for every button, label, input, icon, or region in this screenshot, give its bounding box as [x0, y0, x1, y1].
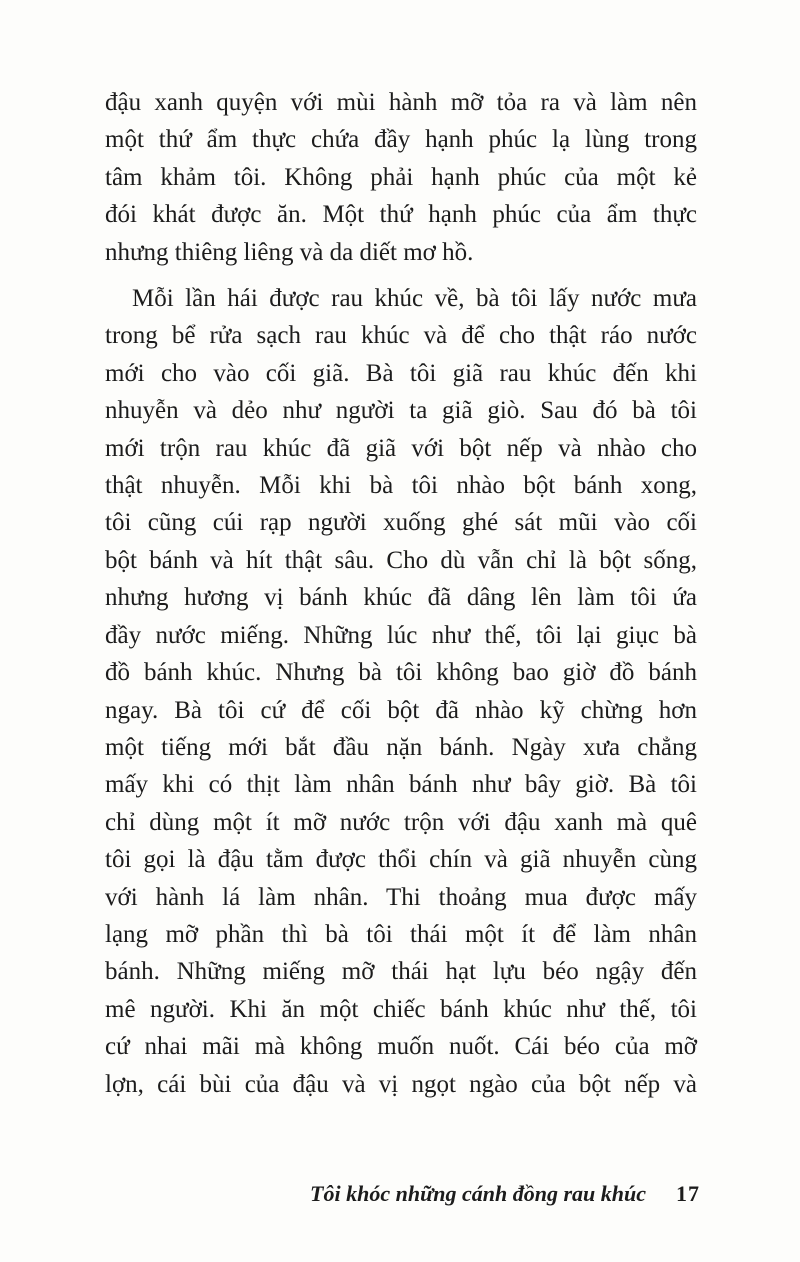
text-line: cứ nhai mãi mà không muốn nuốt. Cái béo của mỡ: [105, 1033, 697, 1061]
text-line: đầy nước miếng. Những lúc như thế, tôi lại giục bà: [105, 621, 697, 649]
text-line: thật nhuyễn. Mỗi khi bà tôi nhào bột bánh xong,: [105, 472, 697, 500]
text-line: nhưng hương vị bánh khúc đã dâng lên làm tôi ứa: [105, 584, 697, 612]
text-line: mê người. Khi ăn một chiếc bánh khúc như thế, tôi: [105, 995, 697, 1023]
text-line: với hành lá làm nhân. Thi thoảng mua được mấy: [105, 883, 697, 911]
text-line: bánh. Những miếng mỡ thái hạt lựu béo ngậy đến: [105, 958, 697, 986]
text-line: chỉ dùng một ít mỡ nước trộn với đậu xanh mà quê: [105, 808, 697, 836]
text-line: đồ bánh khúc. Nhưng bà tôi không bao giờ đồ bánh: [105, 659, 697, 687]
text-block: [105, 84, 697, 1103]
text-line: tâm khảm tôi. Không phải hạnh phúc của một kẻ: [105, 163, 697, 191]
text-line: lạng mỡ phần thì bà tôi thái một ít để làm nhân: [105, 920, 697, 948]
text-line: Mỗi lần hái được rau khúc về, bà tôi lấy nước mưa: [132, 285, 697, 313]
text-line: nhưng thiêng liêng và da diết mơ hồ.: [105, 238, 474, 266]
text-line: mới trộn rau khúc đã giã với bột nếp và nhào cho: [105, 434, 697, 462]
page-number: 17: [676, 1181, 700, 1206]
text-line: trong bể rửa sạch rau khúc và để cho thật ráo nước: [105, 322, 697, 350]
text-line: nhuyễn và dẻo như người ta giã giò. Sau đó bà tôi: [105, 397, 697, 425]
text-line: mới cho vào cối giã. Bà tôi giã rau khúc đến khi: [105, 359, 697, 387]
text-line: đậu xanh quyện với mùi hành mỡ tỏa ra và làm nên: [105, 89, 697, 116]
text-line: ngay. Bà tôi cứ để cối bột đã nhào kỹ chừng hơn: [105, 696, 697, 724]
text-line: mấy khi có thịt làm nhân bánh như bây giờ. Bà tôi: [105, 771, 697, 799]
text-line: một tiếng mới bắt đầu nặn bánh. Ngày xưa chẳng: [105, 733, 697, 761]
text-line: tôi gọi là đậu tằm được thổi chín và giã nhuyễn cùng: [105, 846, 697, 874]
text-line: một thứ ẩm thực chứa đầy hạnh phúc lạ lùng trong: [105, 126, 697, 154]
text-line: lợn, cái bùi của đậu và vị ngọt ngào của bột nếp và: [105, 1070, 697, 1098]
page-footer: [310, 1181, 700, 1207]
text-line: tôi cũng cúi rạp người xuống ghé sát mũi vào cối: [105, 509, 697, 537]
running-title: Tôi khóc những cánh đồng rau khúc: [310, 1181, 646, 1206]
text-line: đói khát được ăn. Một thứ hạnh phúc của ẩm thực: [105, 201, 697, 229]
paragraph: [105, 280, 697, 1103]
text-line: bột bánh và hít thật sâu. Cho dù vẫn chỉ là bột sống,: [105, 546, 697, 574]
paragraph: [105, 84, 697, 271]
